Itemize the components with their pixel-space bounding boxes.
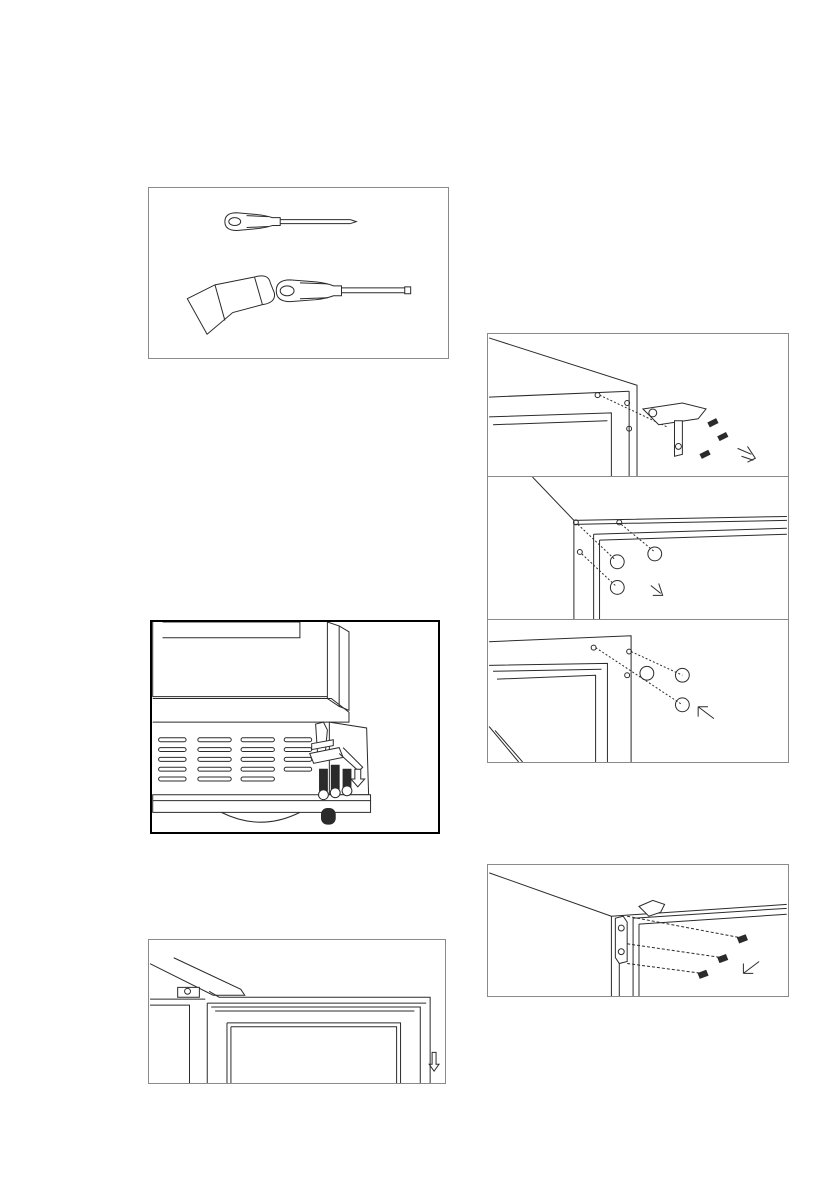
hole-cap-icon	[640, 666, 689, 711]
putty-knife-icon	[187, 276, 274, 334]
mount-hinge-other-side-figure	[487, 864, 789, 997]
remove-hole-caps-figure	[487, 476, 789, 620]
torx-screwdriver-icon	[276, 280, 410, 302]
door-lift-off-figure	[148, 939, 446, 1084]
arrow-icon	[698, 707, 714, 719]
arrow-icon	[743, 962, 759, 974]
hinge-icon	[178, 987, 200, 997]
hole-cap-icon	[610, 547, 661, 594]
remove-top-hinge-figure	[487, 333, 789, 477]
tools-figure	[148, 187, 449, 359]
hinge-bracket-figure	[150, 620, 440, 834]
vent-slots	[159, 738, 312, 781]
phillips-screwdriver-icon	[225, 213, 356, 231]
arrow-icon	[651, 584, 663, 596]
insert-hole-caps-figure	[487, 619, 789, 763]
screw-icon	[319, 765, 352, 824]
screw-icon	[698, 935, 747, 978]
hinge-icon	[615, 900, 664, 963]
hinge-icon	[643, 403, 706, 456]
arrow-icon	[738, 446, 756, 462]
screw-icon	[700, 419, 728, 458]
